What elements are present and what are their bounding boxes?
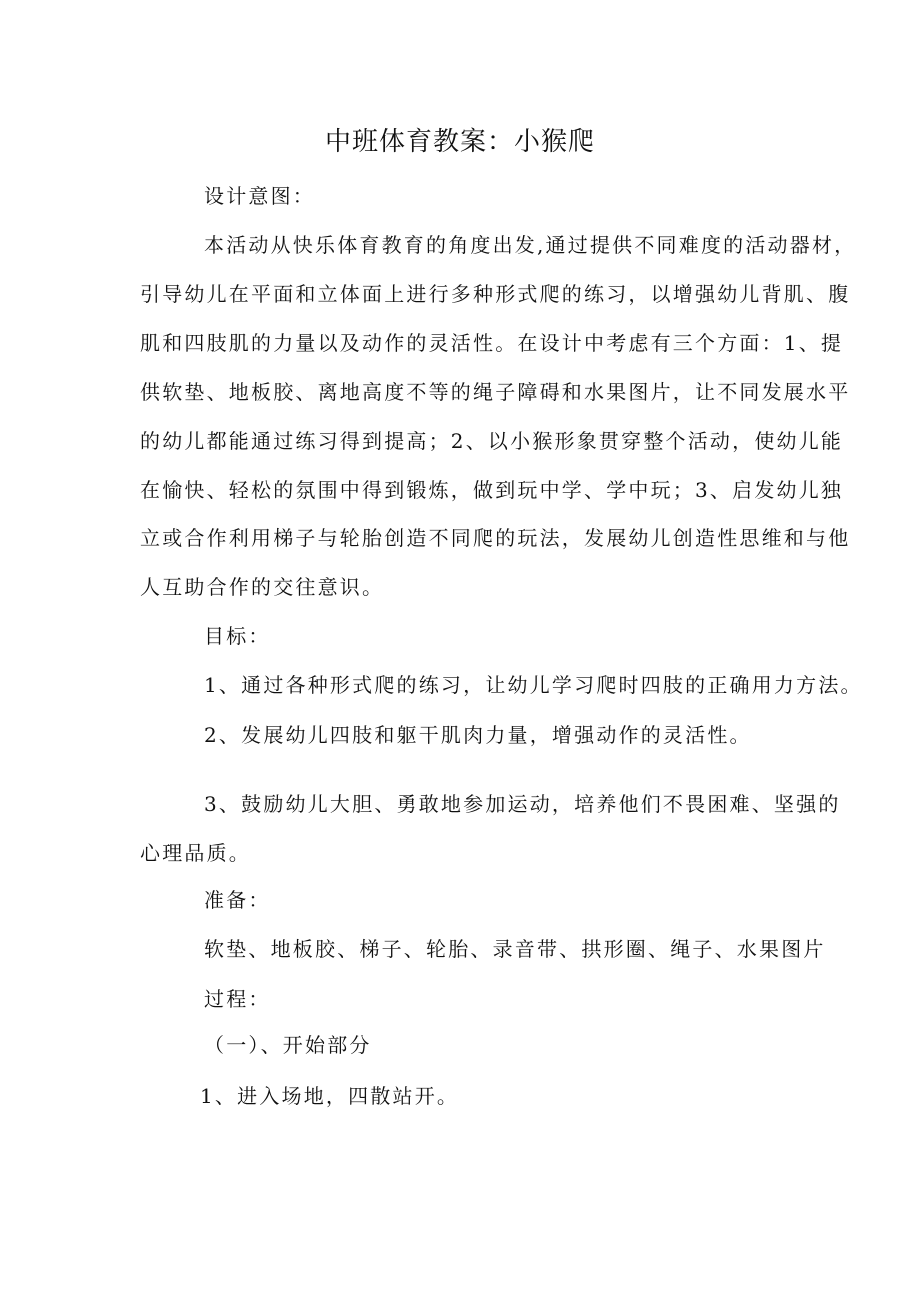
goal-1: 1、通过各种形式爬的练习，让幼儿学习爬时四肢的正确用力方法。 — [204, 673, 863, 697]
design-intent-line-5: 的幼儿都能通过练习得到提高；2、以小猴形象贯穿整个活动，使幼儿能 — [140, 429, 844, 453]
design-intent-line-7: 立或合作利用梯子与轮胎创造不同爬的玩法，发展幼儿创造性思维和与他 — [140, 526, 851, 550]
process-heading: 过程： — [204, 987, 271, 1011]
preparation-heading: 准备： — [204, 888, 271, 912]
preparation-items: 软垫、地板胶、梯子、轮胎、录音带、拱形圈、绳子、水果图片 — [204, 937, 826, 961]
design-intent-line-6: 在愉快、轻松的氛围中得到锻炼，做到玩中学、学中玩；3、启发幼儿独 — [140, 478, 844, 502]
design-intent-line-4: 供软垫、地板胶、离地高度不等的绳子障碍和水果图片，让不同发展水平 — [140, 380, 851, 404]
design-intent-line-1: 本活动从快乐体育教育的角度出发,通过提供不同难度的活动器材， — [204, 233, 857, 257]
design-intent-heading: 设计意图： — [204, 184, 315, 208]
goal-3-line-1: 3、鼓励幼儿大胆、勇敢地参加运动，培养他们不畏困难、坚强的 — [204, 792, 841, 816]
design-intent-line-8: 人互助合作的交往意识。 — [140, 575, 385, 599]
step-1: 1、进入场地，四散站开。 — [200, 1084, 460, 1108]
goal-3-line-2: 心理品质。 — [140, 841, 251, 865]
section-1-heading: （一）、开始部分 — [204, 1033, 372, 1057]
document-title: 中班体育教案：小猴爬 — [324, 127, 595, 157]
goals-heading: 目标： — [204, 624, 271, 648]
goal-2: 2、发展幼儿四肢和躯干肌肉力量，增强动作的灵活性。 — [204, 723, 752, 747]
design-intent-line-2: 引导幼儿在平面和立体面上进行多种形式爬的练习，以增强幼儿背肌、腹 — [140, 282, 851, 306]
design-intent-line-3: 肌和四肢肌的力量以及动作的灵活性。在设计中考虑有三个方面：1、提 — [140, 331, 844, 355]
